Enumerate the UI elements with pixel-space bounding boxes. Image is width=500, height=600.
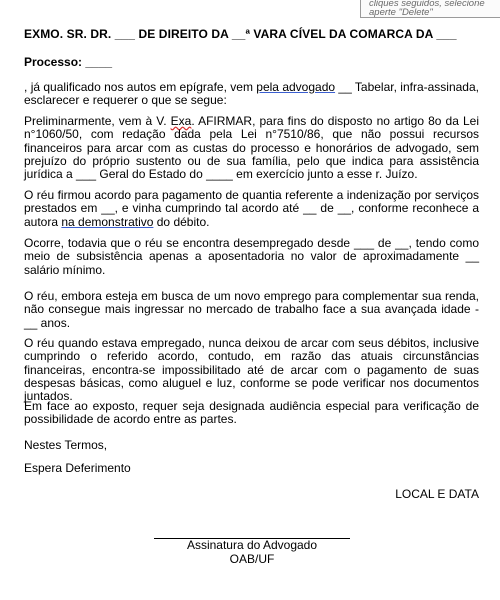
closing-deferimento: Espera Deferimento	[24, 461, 131, 475]
p2-text-2: do débito.	[153, 214, 210, 229]
p1-text-2: . AFIRMAR, para fins do disposto no artigo 8o da Lei n°1060/50, com redação dada pela Lei n°7510/86, que não possui recursos financeiros para arcar com as custas do processo e honorários de advogado, sem prejuízo do próprio sustento ou de sua família, pelo que indica para assistência jurídica a ___ Geral do Estado do ____ em exercício junto a esse r. Juízo.	[24, 114, 479, 182]
p2-text-1: O réu firmou acordo para pagamento de quantia referente a indenização por serviços prestados em __, e vinha cumprindo tal acordo até __ de __, conforme reconhece a autora	[24, 188, 479, 229]
tooltip-box	[360, 0, 500, 18]
p1-text-1: Preliminarmente, vem à V.	[24, 114, 171, 128]
process-number: Processo: ____	[24, 55, 113, 69]
paragraph-desempregado: Ocorre, todavia que o réu se encontra desempregado desde ___ de __, tendo como meio de subsistência apenas a aposentadoria no valor de aproximadamente __ salário mínimo.	[24, 236, 479, 277]
closing-termos: Nestes Termos,	[24, 438, 108, 452]
paragraph-preliminarmente	[24, 115, 479, 181]
tooltip-line-1: cliques seguidos, selecione	[369, 0, 485, 9]
paragraph-emprego: O réu, embora esteja em busca de um novo emprego para complementar sua renda, não consegue mais ingressar no mercado de trabalho face a sua avançada idade - __ anos.	[24, 289, 479, 330]
local-date: LOCAL E DATA	[395, 487, 479, 501]
intro-text-1: , já qualificado nos autos em epígrafe, vem	[24, 80, 257, 94]
oab-label: OAB/UF	[229, 552, 275, 566]
intro-text-2: __ Tabelar, infra-assinada, esclarecer e requerer o que se segue:	[24, 80, 479, 108]
signature-label: Assinatura do Advogado	[186, 538, 318, 552]
paragraph-pedido: Em face ao exposto, requer seja designada audiência especial para verificação de possibilidade de acordo entre as partes.	[24, 399, 479, 427]
intro-link-advogado[interactable]: pela advogado	[256, 80, 336, 94]
paragraph-debitos: O réu quando estava empregado, nunca deixou de arcar com seus débitos, inclusive cumprindo o referido acordo, contudo, em razão das atuais circunstâncias financeiras, encontra-se impossibilitado até de arcar com o pagamento de suas despesas básicas, como aluguel e luz, conforme se pode verificar nos documentos juntados.	[24, 336, 479, 404]
document-heading: EXMO. SR. DR. ___ DE DIREITO DA __ª VARA CÍVEL DA COMARCA DA ___	[24, 27, 457, 41]
tooltip-line-2: aperte "Delete"	[369, 7, 433, 18]
p1-exa-spell[interactable]: Exa	[170, 114, 192, 128]
p2-link-demonstrativo[interactable]: na demonstrativo	[61, 214, 154, 229]
intro-paragraph	[24, 81, 479, 108]
paragraph-acordo	[24, 189, 479, 229]
